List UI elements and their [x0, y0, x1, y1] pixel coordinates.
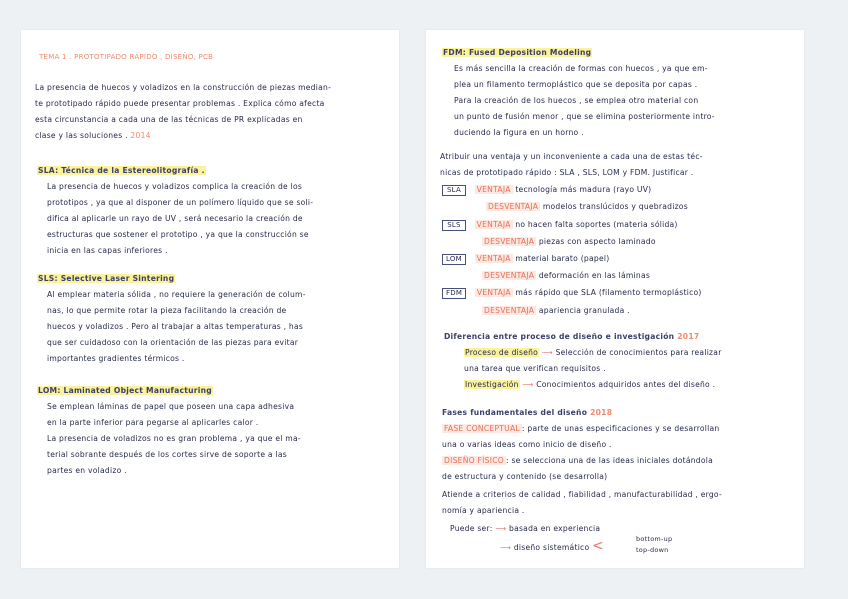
fdm-line-3: Para la creación de los huecos , se emplea otro material con	[454, 96, 699, 105]
q3-research-label: Investigación	[465, 380, 519, 389]
technique-tag: SLA	[442, 185, 466, 196]
fase-conceptual-label: FASE CONCEPTUAL	[444, 424, 520, 433]
sla-heading: SLA: Técnica de la Estereolitografía .	[38, 166, 205, 175]
fdm-line-2: plea un filamento termoplástico que se deposita por capas .	[454, 80, 698, 89]
q4-fase: FASE CONCEPTUAL : parte de unas especificaciones y se desarrollan	[444, 424, 720, 433]
q4-sub2: top-down	[636, 546, 669, 554]
q3-process-label: Proceso de diseño	[465, 348, 539, 357]
technique-fdm-ventaja: FDM VENTAJA más rápido que SLA (filamento termoplástico)	[442, 288, 702, 299]
q4-diseno-cont: de estructura y contenido (se desarrolla)	[442, 472, 608, 481]
technique-sls-ventaja: SLS VENTAJA no hacen falta soportes (materia sólida)	[442, 220, 678, 231]
ventaja-label: VENTAJA	[476, 254, 511, 263]
intro-year: 2014	[130, 131, 151, 140]
technique-tag: SLS	[442, 220, 466, 231]
left-page	[21, 30, 399, 568]
arrow-right-icon: ⟶	[541, 348, 553, 357]
q3-process-cont: una tarea que verifican requisitos .	[464, 364, 606, 373]
desventaja-label: DESVENTAJA	[484, 237, 535, 246]
technique-sls-desventaja: DESVENTAJA piezas con aspecto laminado	[484, 237, 656, 246]
intro-line-2: te prototipado rápido puede presentar problemas . Explica cómo afecta	[35, 99, 325, 108]
diseno-fisico-label: DISEÑO FÍSICO	[444, 456, 504, 465]
arrow-right-icon: ⟶	[522, 380, 534, 389]
lom-line-2: en la parte inferior para pegarse al aplicarles calor .	[47, 418, 259, 427]
sla-line-2: prototipos , ya que al disponer de un polímero líquido que se soli-	[47, 198, 314, 207]
technique-sla-ventaja: SLA VENTAJA tecnología más madura (rayo UV)	[442, 185, 651, 196]
intro-line-3: esta circunstancia a cada una de las técnicas de PR explicadas en	[35, 115, 303, 124]
technique-fdm-desventaja: DESVENTAJA apariencia granulada .	[484, 306, 630, 315]
right-page	[426, 30, 804, 568]
ventaja-label: VENTAJA	[476, 288, 511, 297]
intro-line-4: clase y las soluciones . 2014	[35, 131, 151, 140]
q4-diseno: DISEÑO FÍSICO : se selecciona una de las ideas iniciales dotándola	[444, 456, 714, 465]
sls-line-3: huecos y voladizos . Pero al trabajar a altas temperaturas , has	[47, 322, 304, 331]
lom-line-3: La presencia de voladizos no es gran problema , ya que el ma-	[47, 434, 301, 443]
ventaja-label: VENTAJA	[476, 185, 511, 194]
q4-puede: Puede ser: ⟶ basada en experiencia	[450, 524, 601, 533]
q2-line-1: Atribuir una ventaja y un inconveniente a cada una de estas téc-	[440, 152, 703, 161]
sla-line-3: difica al aplicarle un rayo de UV , será necesario la creación de	[47, 214, 303, 223]
desventaja-label: DESVENTAJA	[488, 202, 539, 211]
lom-line-5: partes en voladizo .	[47, 466, 127, 475]
q4-fase-cont: una o varias ideas como inicio de diseño .	[442, 440, 612, 449]
q4-sub1: bottom-up	[636, 535, 673, 543]
page-title: TEMA 1 . PROTOTIPADO RÁPIDO , DISEÑO, PCB	[39, 53, 214, 61]
technique-lom-desventaja: DESVENTAJA deformación en las láminas	[484, 271, 651, 280]
intro-line-1: La presencia de huecos y voladizos en la construcción de piezas median-	[35, 83, 332, 92]
sla-line-5: inicia en las capas inferiores .	[47, 246, 168, 255]
desventaja-label: DESVENTAJA	[484, 306, 535, 315]
q3-heading: Diferencia entre proceso de diseño e investigación 2017	[444, 332, 700, 341]
q4-year: 2018	[590, 408, 613, 417]
sls-line-5: importantes gradientes térmicos .	[47, 354, 185, 363]
technique-tag: FDM	[442, 288, 466, 299]
desventaja-label: DESVENTAJA	[484, 271, 535, 280]
sls-line-1: Al emplear materia sólida , no requiere la generación de colum-	[47, 290, 306, 299]
fdm-line-4: un punto de fusión menor , que se elimina posteriormente intro-	[454, 112, 715, 121]
sls-heading: SLS: Selective Laser Sintering	[38, 274, 175, 283]
technique-tag: LOM	[442, 254, 466, 265]
fdm-heading: FDM: Fused Deposition Modeling	[443, 48, 592, 57]
fdm-line-5: duciendo la figura en un horno .	[454, 128, 584, 137]
lom-line-1: Se emplean láminas de papel que poseen una capa adhesiva	[47, 402, 295, 411]
sls-line-2: nas, lo que permite rotar la pieza facilitando la creación de	[47, 306, 287, 315]
q4-opt2: ⟶ diseño sistemático <	[500, 538, 605, 554]
technique-lom-ventaja: LOM VENTAJA material barato (papel)	[442, 254, 609, 265]
technique-sla-desventaja: DESVENTAJA modelos translúcidos y quebradizos	[488, 202, 688, 211]
q2-line-2: nicas de prototipado rápido : SLA , SLS, LOM y FDM. Justificar .	[440, 168, 694, 177]
sla-line-1: La presencia de huecos y voladizos complica la creación de los	[47, 182, 303, 191]
lom-heading: LOM: Laminated Object Manufacturing	[38, 386, 212, 395]
arrow-right-icon: ⟶	[500, 543, 512, 552]
lom-line-4: terial sobrante después de los cortes sirve de soporte a las	[47, 450, 287, 459]
arrow-right-icon: ⟶	[495, 524, 507, 533]
brace-icon: <	[592, 538, 605, 554]
sla-line-4: estructuras que sostener el prototipo , ya que la construcción se	[47, 230, 309, 239]
sls-line-4: que ser cuidadoso con la orientación de las piezas para evitar	[47, 338, 299, 347]
q4-heading: Fases fundamentales del diseño 2018	[442, 408, 613, 417]
q3-research: Investigación ⟶ Conocimientos adquiridos antes del diseño .	[465, 380, 716, 389]
q3-year: 2017	[677, 332, 700, 341]
fdm-line-1: Es más sencilla la creación de formas con huecos , ya que em-	[454, 64, 708, 73]
q3-process: Proceso de diseño ⟶ Selección de conocimientos para realizar	[465, 348, 722, 357]
q4-attend-cont: nomía y apariencia .	[442, 506, 525, 515]
ventaja-label: VENTAJA	[476, 220, 511, 229]
q4-attend: Atiende a criterios de calidad , fiabilidad , manufacturabilidad , ergo-	[442, 490, 722, 499]
